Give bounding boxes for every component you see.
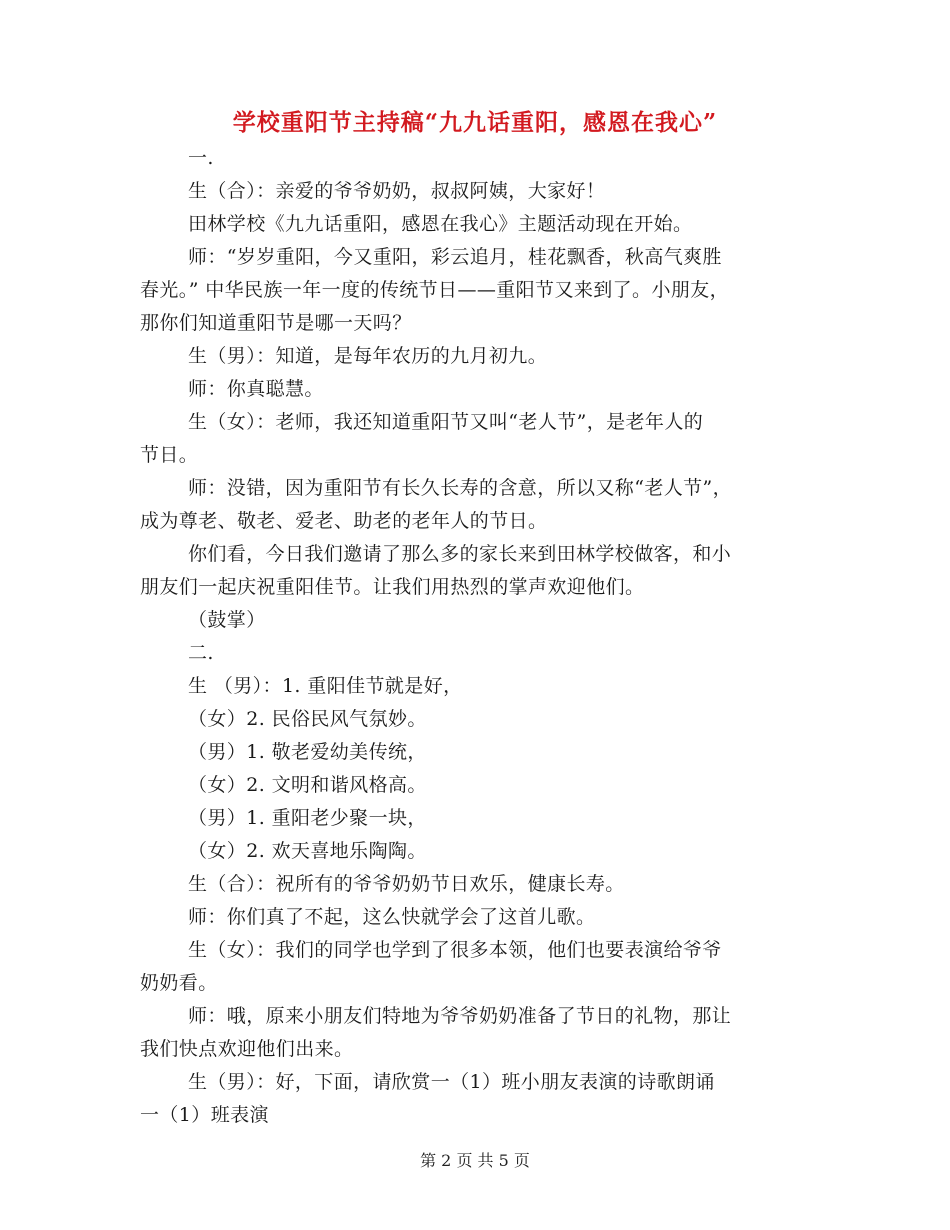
text-line: 田林学校《九九话重阳，感恩在我心》主题活动现在开始。 (188, 213, 693, 235)
text-line: 成为尊老、敬老、爱老、助老的老年人的节日。 (140, 510, 548, 532)
text-line: （女）2. 文明和谐风格高。 (188, 774, 427, 796)
text-line: 师：哦，原来小朋友们特地为爷爷奶奶准备了节日的礼物，那让 (188, 1005, 732, 1027)
text-line: 师：没错，因为重阳节有长久长寿的含意，所以又称“老人节”， (188, 477, 733, 499)
text-line: （男）1. 敬老爱幼美传统， (188, 741, 427, 763)
text-line: 师：你真聪慧。 (188, 378, 324, 400)
page-footer: 第 2 页 共 5 页 (420, 1151, 530, 1170)
text-line: 一（1）班表演 (140, 1104, 269, 1126)
document-body (140, 142, 820, 1132)
text-line: （女）2. 欢天喜地乐陶陶。 (188, 840, 427, 862)
text-line: 师：你们真了不起，这么快就学会了这首儿歌。 (188, 906, 596, 928)
text-line: 春光。” 中华民族一年一度的传统节日——重阳节又来到了。小朋友， (140, 279, 730, 301)
text-line: （男）1. 重阳老少聚一块， (188, 807, 427, 829)
text-line: 二. (188, 642, 214, 664)
text-line: 生（合）：祝所有的爷爷奶奶节日欢乐，健康长寿。 (188, 873, 625, 895)
text-line: 生 （男）：1. 重阳佳节就是好， (188, 675, 463, 697)
text-line: 生（男）：知道，是每年农历的九月初九。 (188, 345, 548, 367)
text-line: （鼓掌） (188, 609, 266, 631)
text-line: 那你们知道重阳节是哪一天吗？ (140, 312, 412, 334)
text-line: 生（男）：好，下面，请欣赏一（1）班小朋友表演的诗歌朗诵 (188, 1071, 715, 1093)
text-line: 一. (188, 147, 214, 169)
text-line: 我们快点欢迎他们出来。 (140, 1038, 354, 1060)
text-line: 节日。 (140, 444, 199, 466)
page-title: 学校重阳节主持稿“九九话重阳，感恩在我心” (232, 109, 718, 136)
text-line: 朋友们一起庆祝重阳佳节。让我们用热烈的掌声欢迎他们。 (140, 576, 645, 598)
text-line: 奶奶看。 (140, 972, 218, 994)
text-line: 师：“岁岁重阳，今又重阳，彩云追月，桂花飘香，秋高气爽胜 (188, 246, 722, 268)
text-line: 生（合）：亲爱的爷爷奶奶，叔叔阿姨，大家好！ (188, 180, 606, 202)
text-line: 你们看，今日我们邀请了那么多的家长来到田林学校做客，和小 (188, 543, 732, 565)
text-line: 生（女）：我们的同学也学到了很多本领，他们也要表演给爷爷 (188, 939, 722, 961)
text-line: （女）2. 民俗民风气氛妙。 (188, 708, 427, 730)
text-line: 生（女）：老师，我还知道重阳节又叫“老人节”，是老年人的 (188, 411, 704, 433)
